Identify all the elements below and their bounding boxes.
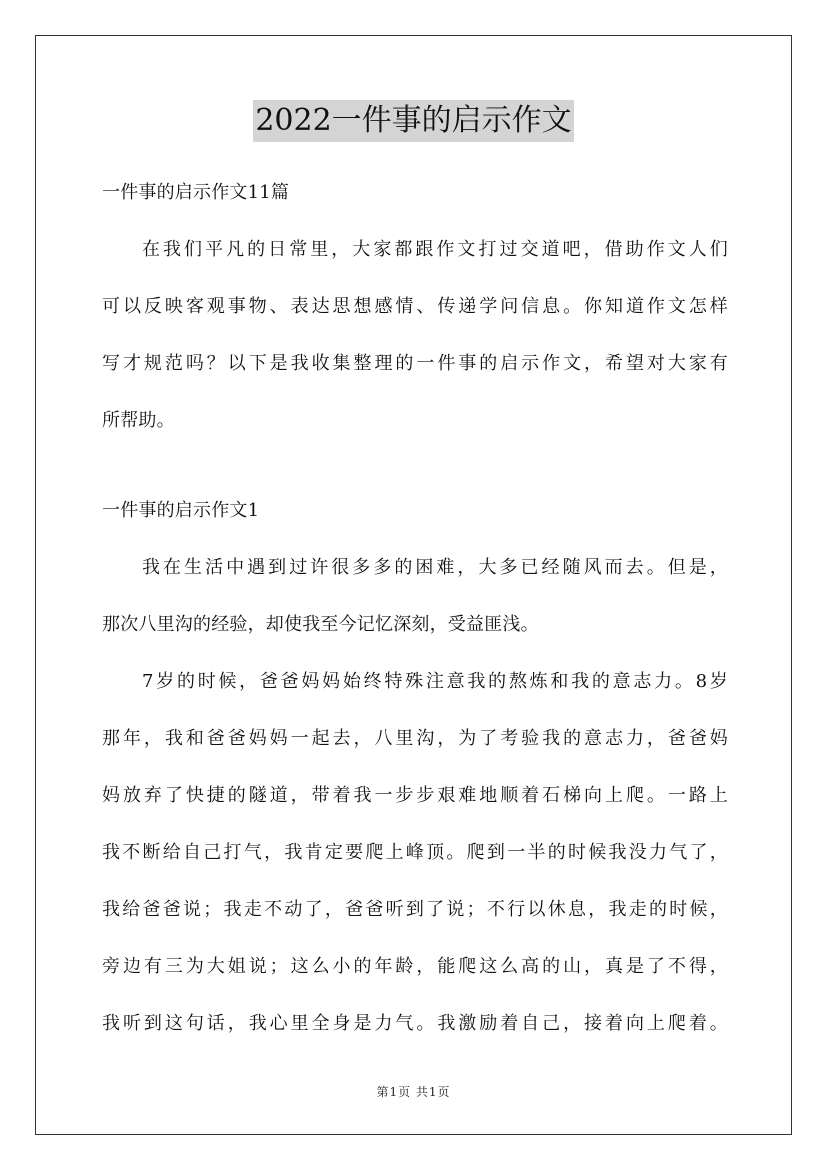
paragraph-line: 旁边有三为大姐说；这么小的年龄，能爬这么高的山，真是了不得， <box>102 956 728 977</box>
intro-line: 在我们平凡的日常里，大家都跟作文打过交道吧，借助作文人们 <box>142 239 728 260</box>
section-gap <box>102 455 728 488</box>
paragraph-line: 我不断给自己打气，我肯定要爬上峰顶。爬到一半的时候我没力气了， <box>102 842 728 863</box>
paragraph-line: 妈放弃了快捷的隧道，带着我一步步艰难地顺着石梯向上爬。一路上 <box>102 785 728 806</box>
intro-line: 可以反映客观事物、表达思想感情、传递学问信息。你知道作文怎样 <box>102 296 728 317</box>
document-title: 2022一件事的启示作文 <box>253 100 573 142</box>
intro-line: 写才规范吗？以下是我收集整理的一件事的启示作文，希望对大家有 <box>102 353 728 374</box>
intro-line: 所帮助。 <box>102 410 175 431</box>
paragraph-line: 我听到这句话，我心里全身是力气。我激励着自己，接着向上爬着。 <box>102 1013 728 1034</box>
paragraph-line: 7岁的时候，爸爸妈妈始终特殊注意我的熬炼和我的意志力。8岁 <box>142 671 728 692</box>
page-footer: 第1页 共1页 <box>376 1085 451 1099</box>
paragraph-line: 我在生活中遇到过许很多多的困难，大多已经随风而去。但是， <box>142 557 728 578</box>
paragraph-line: 我给爸爸说；我走不动了，爸爸听到了说；不行以休息，我走的时候， <box>102 899 728 920</box>
paragraph-line: 那年，我和爸爸妈妈一起去，八里沟，为了考验我的意志力，爸爸妈 <box>102 728 728 749</box>
section-heading: 一件事的启示作文1 <box>102 500 260 521</box>
title-container <box>0 100 827 142</box>
paragraph-line: 那次八里沟的经验，却使我至今记忆深刻，受益匪浅。 <box>102 614 539 635</box>
document-body <box>102 170 728 1058</box>
subtitle: 一件事的启示作文11篇 <box>102 182 290 203</box>
